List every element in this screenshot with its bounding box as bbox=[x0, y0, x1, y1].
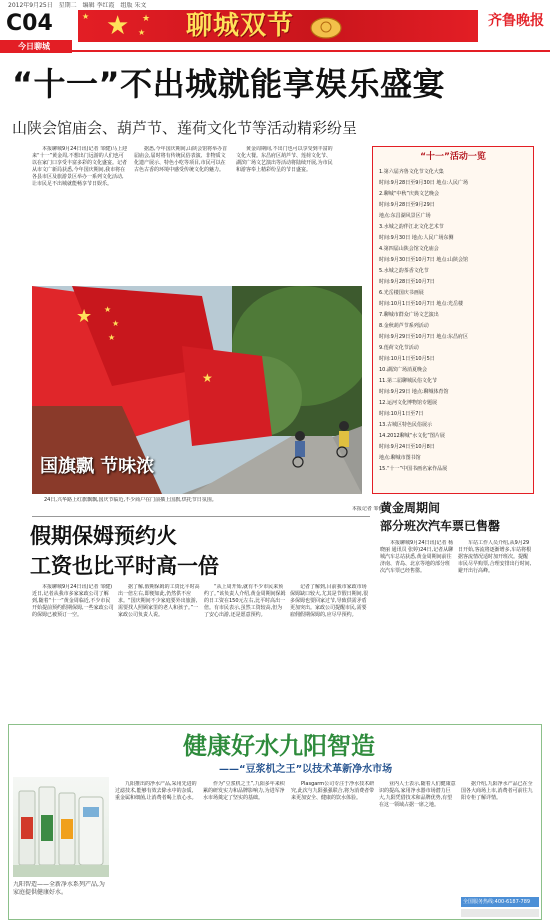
schedule-item: 时间:9月28日至10月7日 bbox=[379, 279, 435, 285]
section-banner: 聊城双节 bbox=[186, 11, 295, 41]
schedule-item: 6.光岳楼国庆书画展 bbox=[379, 290, 424, 296]
ad-body-col3: Plasgarm公司专注于净水技术研究,此次与九阳强强联合,将为消费者带来更加安全、健康的饮水体验。 bbox=[291, 781, 375, 801]
schedule-item: 时间:9月24日至10月8日 bbox=[379, 444, 435, 450]
schedule-item: 地点:东昌湖风景区广场 bbox=[379, 213, 431, 219]
ad-subhead: ——“豆浆机之王”以技术革新净水市场 bbox=[219, 764, 393, 775]
tickets-headline-2: 部分班次汽车票已售罄 bbox=[380, 519, 501, 533]
lead-headline: “十一”不出城就能享娱乐盛宴 bbox=[12, 65, 446, 103]
paper-logo: 齐鲁晚报 bbox=[488, 13, 544, 29]
schedule-item: 时间:10月1日至10月5日 bbox=[379, 356, 435, 362]
schedule-item: 5.水城之韵茶香文化节 bbox=[379, 268, 429, 274]
schedule-item: 12.运河文化博物馆专题展 bbox=[379, 400, 437, 406]
schedule-item: 10.湖滨广场消夏晚会 bbox=[379, 367, 427, 373]
ad-headline: 健康好水九阳智造 bbox=[183, 732, 375, 760]
ad-left-caption: 九阳智造——全新净水系列产品,为家庭提供健康好水。 bbox=[13, 881, 105, 896]
banner-star-icon: ★ bbox=[138, 28, 146, 37]
nanny-headline-1: 假期保姆预约火 bbox=[30, 524, 177, 548]
svg-text:★: ★ bbox=[202, 371, 213, 385]
lead-photo-caption: 24日,兴华路上红旗飘飘,国庆节临近,不少商户在门前插上国旗,烘托节日氛围。 bbox=[44, 497, 217, 503]
tickets-body-col1: 本报聊城9月24日讯(记者 杨晓丽 通讯员 张婷)24日,记者从聊城汽车总站获悉,黄金周期间前往济南、青岛、北京等地的部分班次汽车票已经售罄。 bbox=[380, 540, 454, 574]
svg-text:★: ★ bbox=[76, 306, 93, 327]
schedule-item: 2.聊城“中秋”庆典文艺晚会 bbox=[379, 191, 439, 197]
schedule-item: 4.第四届山陕会馆文化庙会 bbox=[379, 246, 439, 252]
banner-star-icon: ★ bbox=[106, 11, 130, 41]
schedule-item: 7.聊城市群众广场文艺演出 bbox=[379, 312, 439, 318]
tickets-box bbox=[376, 496, 536, 716]
schedule-item: 14.2012聊城“水文化”图片展 bbox=[379, 433, 445, 439]
schedule-item: 时间:9月29日至10月7日 地点:东昌府区 bbox=[379, 334, 469, 340]
schedule-item: 1.第六届齐鲁文化节文化大集 bbox=[379, 169, 444, 175]
ad-logo-bar bbox=[461, 909, 539, 917]
ad-body-col1: 九阳推出的净水产品,采用先进的过滤技术,能够有效去除水中的杂质、重金属和细菌,让消费者喝上放心水。 bbox=[115, 781, 197, 801]
water-purifier-icon bbox=[13, 777, 109, 877]
schedule-item: 时间:10月1日至10月7日 地点:光岳楼 bbox=[379, 301, 464, 307]
schedule-item: 时间:9月30日 地点:人民广场东侧 bbox=[379, 235, 454, 241]
tickets-body-col2: 车站工作人员介绍,从9月29日开始,客流将逐渐增多,车站将根据客流情况适时加开班次。提醒市民尽早购票,合理安排出行时间,避开出行高峰。 bbox=[458, 540, 532, 574]
schedule-item: 3.水城之韵伴江北文化艺术节 bbox=[379, 224, 444, 230]
section-label-bar bbox=[0, 40, 72, 53]
ad-product-image bbox=[13, 777, 109, 877]
schedule-list bbox=[379, 167, 529, 489]
ad-hotline-bar bbox=[461, 897, 539, 907]
ad-body-col5: 据介绍,九阳净水产品已在全国各大商场上市,消费者可前往九阳专柜了解详情。 bbox=[461, 781, 533, 801]
schedule-item: 时间:9月30日至10月7日 地点:山陕会馆 bbox=[379, 257, 469, 263]
photo-caption-overlay: 国旗飘 节味浓 bbox=[40, 456, 155, 477]
nanny-body-col2: 据了解,假期保姆的工资比平时高出一倍左右,即便如此,仍然供不应求。“国庆期间不少家庭要外出旅游,需要找人照顾家里的老人和孩子。”一家政公司负责人说。 bbox=[118, 584, 200, 618]
schedule-item: 8.金秋葫芦节系列活动 bbox=[379, 323, 429, 329]
banner-star-icon: ★ bbox=[82, 12, 90, 21]
nanny-body-col1: 本报聊城9月24日讯(记者 邹健)近日,记者从我市多家家政公司了解到,随着“十一”黄金周临近,不少市民开始提前预约假期保姆,一些家政公司的保姆已被预订一空。 bbox=[32, 584, 114, 618]
lead-body-col3: 黄金周期间,不出门也可以享受到丰富的文化大餐。东昌府区葫芦节、莲荷文化节、湖滨广场文艺演出等活动将陆续开展,为市民和游客奉上精彩纷呈的节日盛宴。 bbox=[236, 146, 333, 173]
schedule-item: 13.古城区特色民俗展示 bbox=[379, 422, 432, 428]
schedule-title: “十一”活动一览 bbox=[420, 152, 486, 162]
lead-photo-credit: 本报记者 邹健 摄 bbox=[351, 506, 390, 512]
schedule-item: 15.“十一”中国书画名家作品展 bbox=[379, 466, 448, 472]
mooncake-icon bbox=[308, 12, 344, 40]
masthead-rule bbox=[72, 50, 550, 52]
schedule-item: 时间:9月29日 地点:聊城体育馆 bbox=[379, 389, 449, 395]
schedule-item: 11.第二届聊城民俗文化节 bbox=[379, 378, 437, 384]
masthead-date-line: 2012年9月25日 星期二 编辑 李红霞 组版 朱文 bbox=[8, 2, 147, 9]
lead-body-col1: 本报聊城9月24日讯(记者 邹健)马上迎来“十一”黄金周,不想出门远游的人们也可以在家门口享受丰富多彩的文化盛宴。记者从市文广新局获悉,今年国庆期间,我市将在各县市区及旅游景区举办一系列文化活动,让市民足不出城就能畅享节日娱乐。 bbox=[32, 146, 128, 187]
schedule-item: 9.莲荷文化节活动 bbox=[379, 345, 419, 351]
section-divider bbox=[32, 516, 370, 517]
section-label: 今日聊城 bbox=[18, 42, 50, 51]
masthead bbox=[0, 0, 550, 54]
tickets-headline-1: 黄金周期间 bbox=[380, 501, 441, 515]
svg-text:★: ★ bbox=[112, 319, 120, 328]
lead-body-col2: 据悉,今年国庆期间,山陕会馆将举办首届庙会,届时将有传统民俗表演、非物质文化遗产展示、特色小吃等项目,市民可以在古色古香的环境中感受传统文化的魅力。 bbox=[134, 146, 228, 173]
ad-section bbox=[8, 724, 542, 920]
nanny-body-col4: 记者了解到,目前我市家政市场保姆缺口较大,尤其是节假日期间,很多保姆也要回家过节,导致供需矛盾更加突出。家政公司提醒市民,需要雇佣假期保姆的,应尽早预约。 bbox=[290, 584, 369, 618]
banner-star-icon: ★ bbox=[142, 14, 151, 24]
ad-hotline-label: 全国服务热线:400-6187-789 bbox=[463, 899, 531, 905]
ad-body-col2: 作为“豆浆机之王”,九阳多年来积累的研发实力和品牌影响力,为进军净水市场奠定了坚实的基础。 bbox=[203, 781, 285, 801]
schedule-item: 时间:9月28日至9月29日 bbox=[379, 202, 435, 208]
schedule-item: 时间:9月28日至9月30日 地点:人民广场 bbox=[379, 180, 469, 186]
schedule-box bbox=[372, 146, 534, 494]
masthead-banner-bar bbox=[78, 10, 478, 42]
lead-subhead: 山陕会馆庙会、葫芦节、莲荷文化节等活动精彩纷呈 bbox=[12, 119, 358, 137]
ad-body-col4: 业内人士表示,随着人们健康意识的提高,家用净水器市场潜力巨大,九阳凭借技术和品牌优势,有望在这一领域占据一席之地。 bbox=[379, 781, 456, 808]
nanny-headline-2: 工资也比平时高一倍 bbox=[30, 554, 219, 578]
schedule-item: 地点:聊城市图书馆 bbox=[379, 455, 421, 461]
lead-photo bbox=[32, 286, 362, 494]
svg-text:★: ★ bbox=[108, 333, 116, 342]
svg-text:★: ★ bbox=[104, 305, 112, 314]
schedule-item: 时间:10月1日至7日 bbox=[379, 411, 424, 417]
nanny-body-col3: “从上周开始,就有不少市民来预约了。”该负责人介绍,黄金周期间保姆的日工资在150元左右,比平时高出一倍。有市民表示,虽然工资较高,但为了安心出游,还是愿意预约。 bbox=[204, 584, 286, 618]
page-code: C04 bbox=[6, 11, 53, 36]
